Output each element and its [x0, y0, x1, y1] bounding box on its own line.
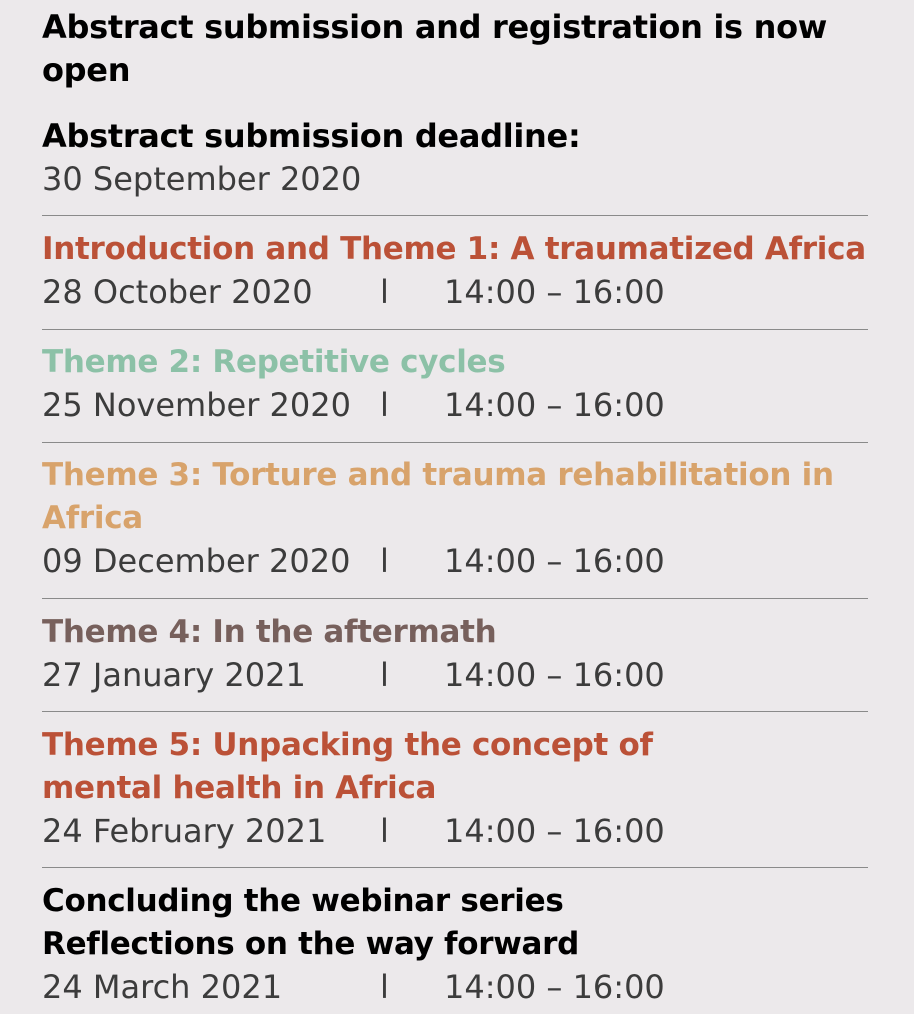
event-title: Theme 2: Repetitive cycles — [42, 344, 506, 380]
divider — [42, 329, 868, 330]
deadline-block — [42, 115, 862, 201]
event-title: Concluding the webinar series — [42, 883, 564, 919]
divider — [42, 867, 868, 868]
event-datetime — [42, 384, 868, 427]
divider — [42, 442, 868, 443]
event-time: 14:00 – 16:00 — [444, 273, 665, 311]
event-time: 14:00 – 16:00 — [444, 542, 665, 580]
event-time: 14:00 – 16:00 — [444, 812, 665, 850]
event-title: Introduction and Theme 1: A traumatized Africa — [42, 231, 866, 267]
event-datetime — [42, 966, 868, 1009]
event-time: 14:00 – 16:00 — [444, 968, 665, 1006]
event-datetime — [42, 540, 842, 583]
event-time: 14:00 – 16:00 — [444, 386, 665, 424]
registration-heading: Abstract submission and registration is now open — [42, 8, 828, 89]
event-theme-5 — [42, 724, 682, 853]
event-separator: l — [380, 656, 389, 694]
event-separator: l — [380, 542, 389, 580]
event-separator: l — [380, 968, 389, 1006]
event-subtitle: Reflections on the way forward — [42, 926, 580, 962]
event-date: 24 February 2021 — [42, 812, 327, 850]
event-datetime — [42, 810, 682, 853]
deadline-label: Abstract submission deadline: — [42, 117, 581, 155]
event-title: Theme 5: Unpacking the concept of mental health in Africa — [42, 727, 653, 806]
event-theme-2 — [42, 341, 868, 427]
event-time: 14:00 – 16:00 — [444, 656, 665, 694]
event-datetime — [42, 654, 868, 697]
event-date: 25 November 2020 — [42, 386, 351, 424]
event-concluding — [42, 880, 868, 1009]
event-separator: l — [380, 812, 389, 850]
event-date: 24 March 2021 — [42, 968, 283, 1006]
divider — [42, 598, 868, 599]
event-date: 09 December 2020 — [42, 542, 351, 580]
event-theme-4 — [42, 611, 868, 697]
divider — [42, 711, 868, 712]
event-date: 27 January 2021 — [42, 656, 306, 694]
divider — [42, 215, 868, 216]
event-separator: l — [380, 273, 389, 311]
event-title: Theme 4: In the aftermath — [42, 614, 497, 650]
event-datetime — [42, 271, 868, 314]
event-theme-1 — [42, 228, 868, 314]
event-title: Theme 3: Torture and trauma rehabilitation in Africa — [42, 457, 834, 536]
event-date: 28 October 2020 — [42, 273, 313, 311]
event-theme-3 — [42, 454, 842, 583]
event-separator: l — [380, 386, 389, 424]
deadline-date: 30 September 2020 — [42, 160, 362, 198]
